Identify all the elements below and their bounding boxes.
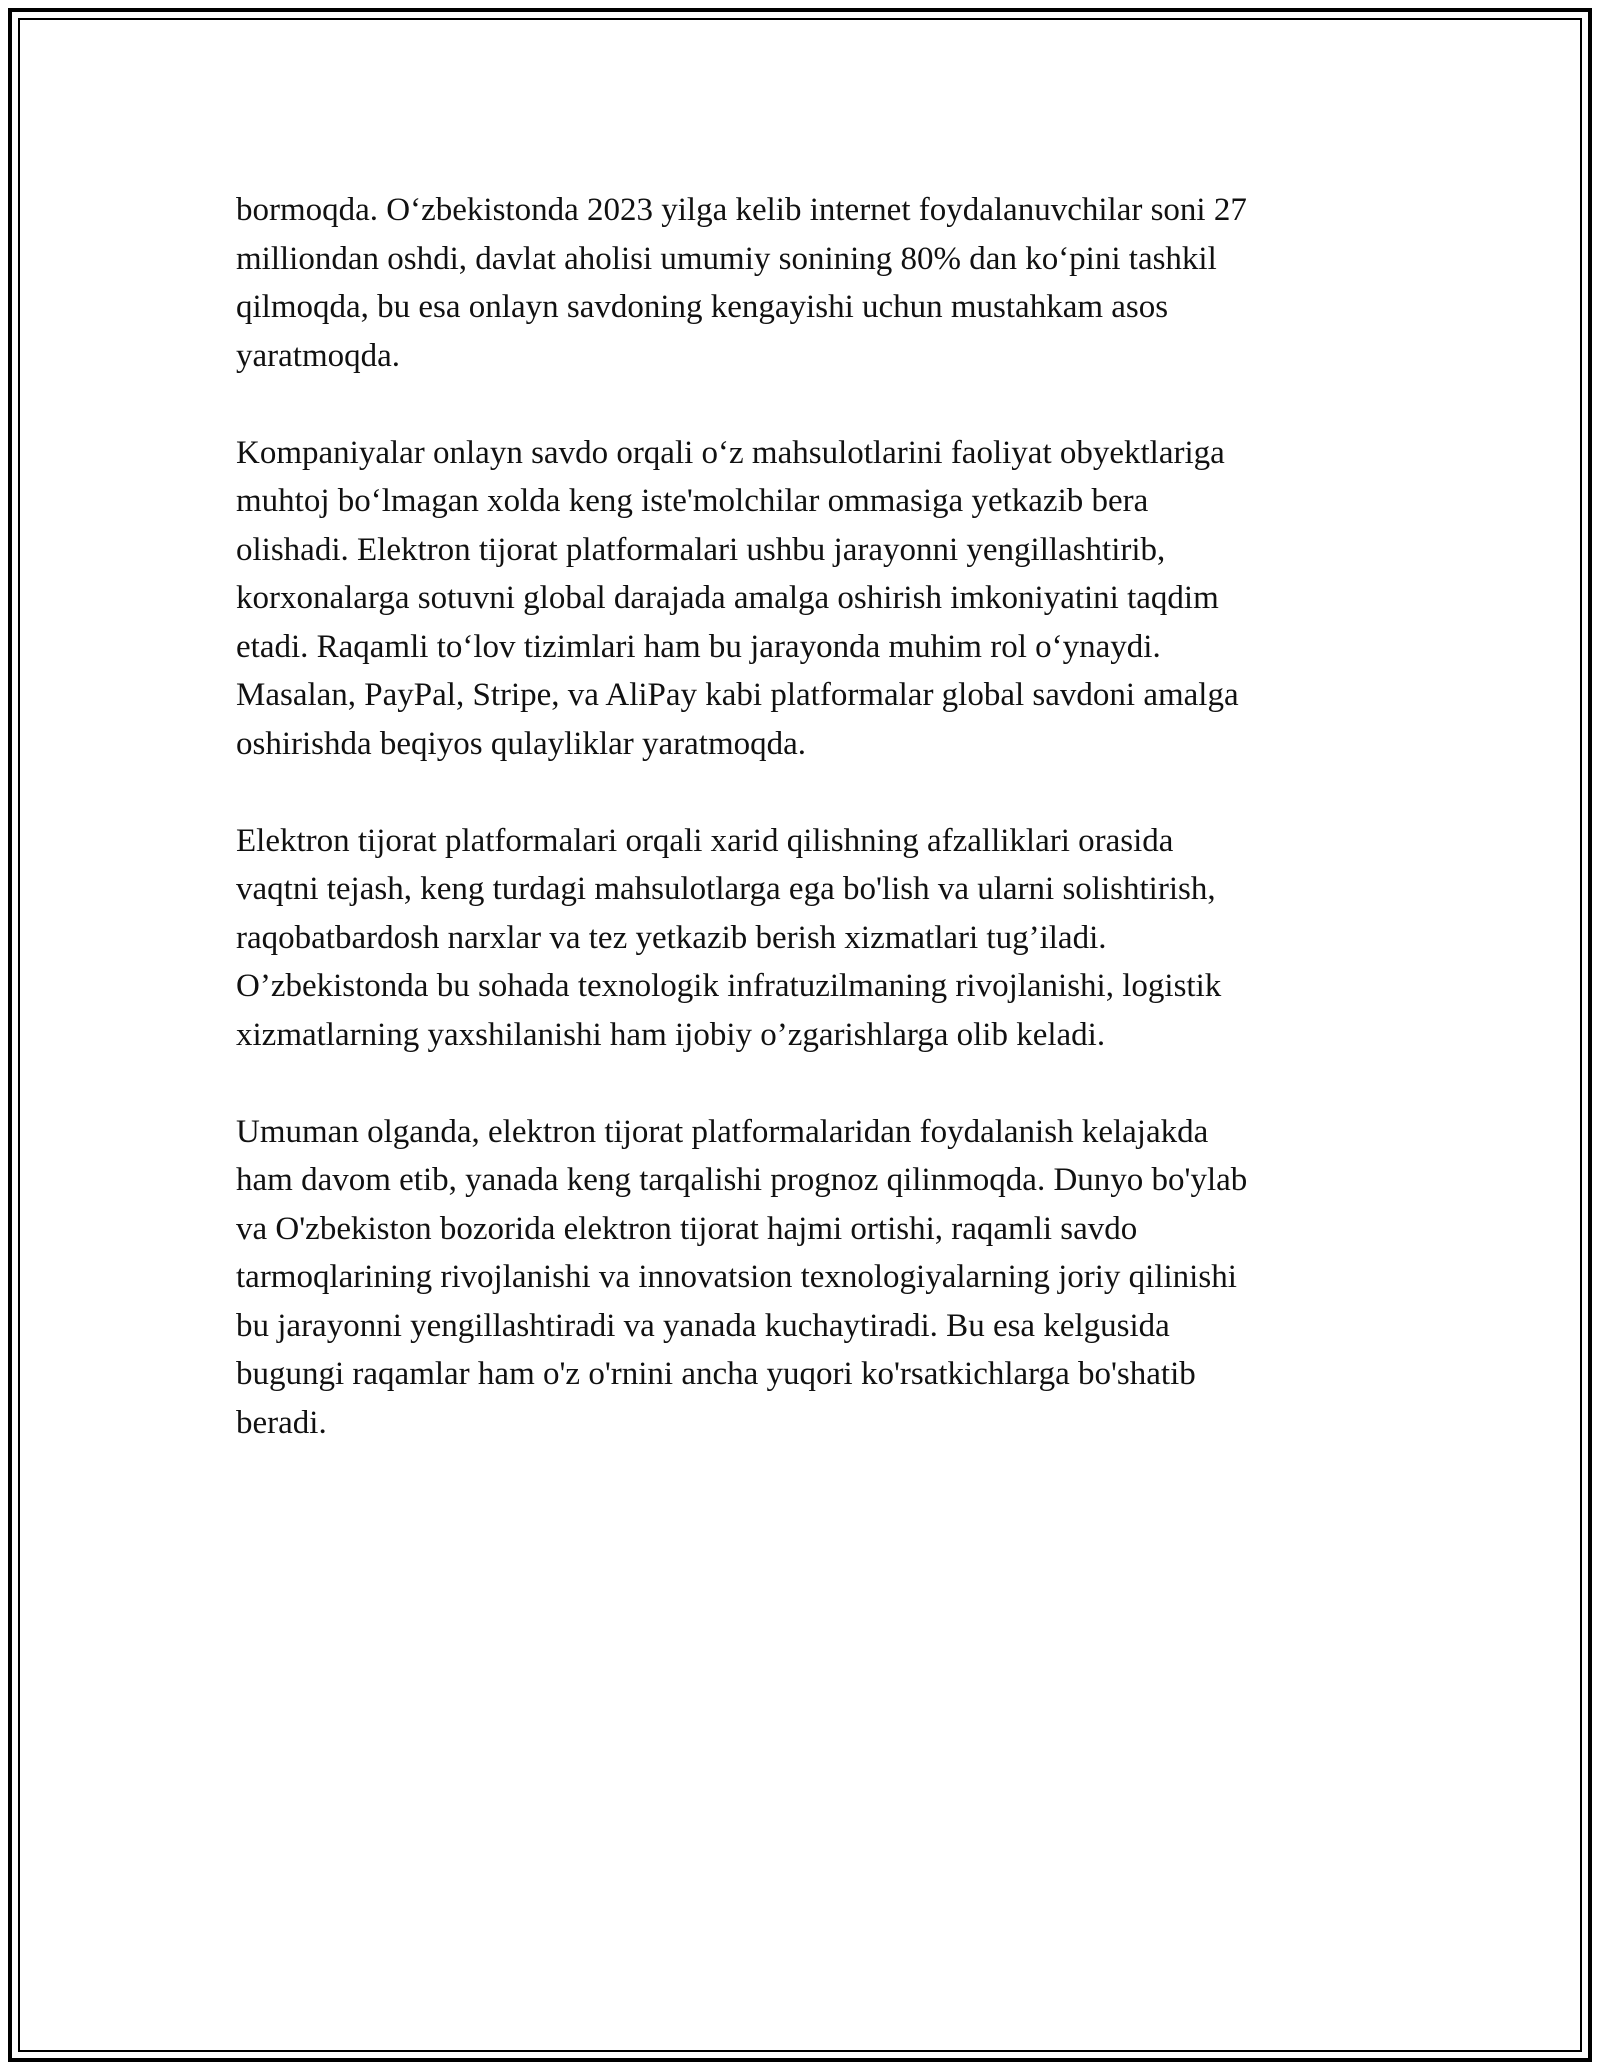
paragraph-conclusion: Umuman olganda, elektron tijorat platformalaridan foydalanish kelajakda ham davom etib, yanada keng tarqalishi prognoz qilinmoqda. Dunyo bo'ylab va O'zbekiston bozorida elektron tijorat hajmi ortishi, raqamli savdo tarmoqlarining rivojlanishi va innovatsion texnologiyalarning joriy qilinishi bu jarayonni yengillashtiradi va yanada kuchaytiradi. Bu esa kelgusida bugungi raqamlar ham o'z o'rnini ancha yuqori ko'rsatkichlarga bo'shatib beradi. xyxy=(236,1113,1248,1441)
paragraph-online-trade-companies: Kompaniyalar onlayn savdo orqali o‘z mahsulotlarini faoliyat obyektlariga muhtoj bo‘lmagan xolda keng iste'molchilar ommasiga yetkazib bera olishadi. Elektron tijorat platformalari ushbu jarayonni yengillashtirib, korxonalarga sotuvni global darajada amalga oshirish imkoniyatini taqdim etadi. Raqamli to‘lov tizimlari ham bu jarayonda muhim rol o‘ynaydi. Masalan, PayPal, Stripe, va AliPay kabi platformalar global savdoni amalga oshirishda beqiyos qulayliklar yaratmoqda. xyxy=(236,434,1239,762)
paragraph-ecommerce-advantages: Elektron tijorat platformalari orqali xarid qilishning afzalliklari orasida vaqtni tejash, keng turdagi mahsulotlarga ega bo'lish va ularni solishtirish, raqobatbardosh narxlar va tez yetkazib berish xizmatlari tug’iladi. O’zbekistonda bu sohada texnologik infratuzilmaning rivojlanishi, logistik xizmatlarning yaxshilanishi ham ijobiy o’zgarishlarga olib keladi. xyxy=(236,822,1222,1053)
document-body xyxy=(236,186,1386,1496)
paragraph-internet-users: bormoqda. O‘zbekistonda 2023 yilga kelib internet foydalanuvchilar soni 27 milliondan oshdi, davlat aholisi umumiy sonining 80% dan ko‘pini tashkil qilmoqda, bu esa onlayn savdoning kengayishi uchun mustahkam asos yaratmoqda. xyxy=(236,192,1247,374)
